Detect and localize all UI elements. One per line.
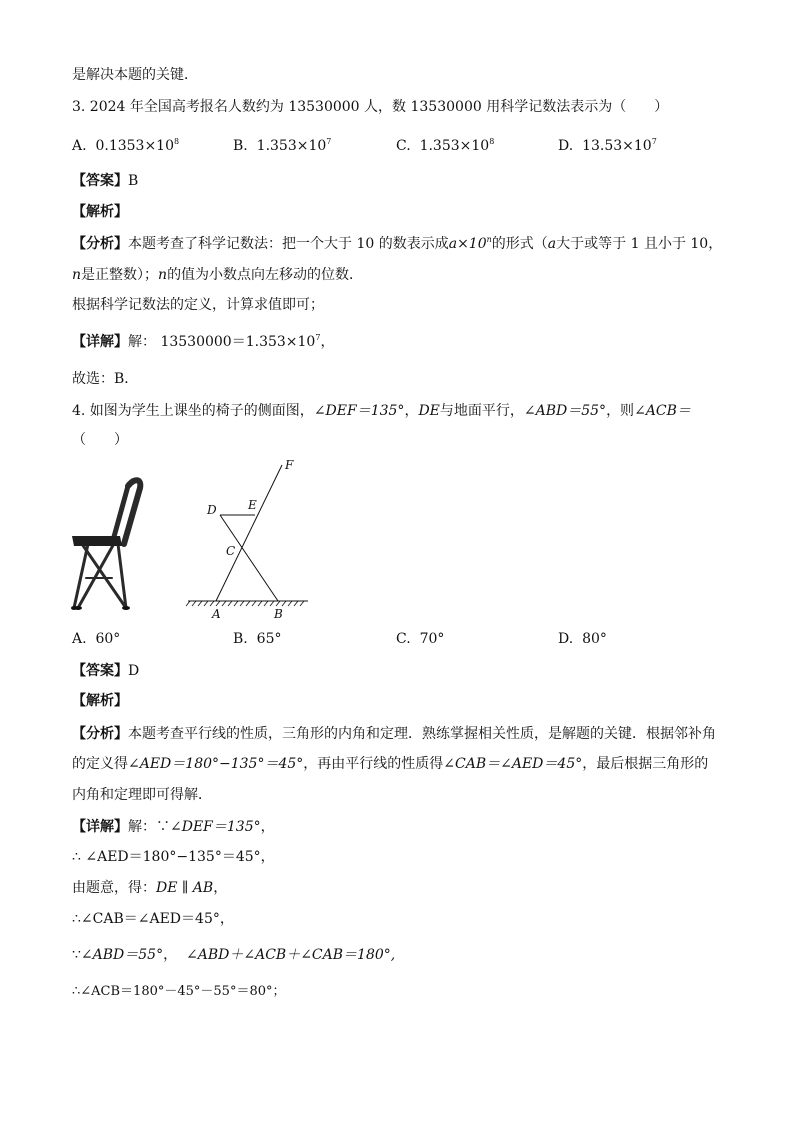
- q4-answer: 【答案】D: [72, 663, 140, 679]
- q2-tail-text: 是解决本题的关键．: [72, 67, 198, 83]
- q4-detail-5: ∵∠ABD＝55°， ∠ABD＋∠ACB＋∠CAB＝180°,: [72, 947, 396, 963]
- q3-fenxi-line-1: 【分析】本题考查了科学记数法：把一个大于 10 的数表示成$a\times 10^n$的形式（a大于或等于 1 且小于 10，: [72, 235, 723, 252]
- q3-stem: 3. 2024 年全国高考报名人数约为 13530000 人，数 13530000 用科学记数法表示为（ ）: [72, 99, 669, 115]
- label-b: B: [274, 607, 283, 621]
- q4-option-d: D. 80°: [558, 631, 607, 647]
- geometry-figure: [184, 456, 314, 624]
- chair-image: [68, 474, 150, 614]
- label-a: A: [212, 607, 221, 621]
- label-e: E: [248, 498, 257, 512]
- q4-fenxi-line-3: 内角和定理即可得解．: [72, 787, 212, 803]
- label-d: D: [207, 503, 217, 517]
- q4-detail-2: ∴ ∠AED＝180°−135°＝45°，: [72, 849, 275, 865]
- q4-stem-line-1: 4. 如图为学生上课坐的椅子的侧面图，∠DEF＝135°，DE与地面平行，∠ABD＝55°，则∠ACB＝: [72, 403, 691, 419]
- q3-detail: 【详解】解： $13530000=1.353\times 10^7$，: [72, 333, 335, 350]
- q4-option-a: A. 60°: [72, 631, 121, 647]
- q3-fenxi-line-2: n是正整数）；n的值为小数点向左移动的位数．: [72, 267, 364, 283]
- q3-answer: 【答案】B: [72, 173, 139, 189]
- q3-choose: 故选：B．: [72, 371, 139, 387]
- q4-detail-6: ∴∠ACB＝180°－45°－55°＝80°；: [72, 984, 286, 999]
- q4-detail-4: ∴∠CAB＝∠AED＝45°，: [72, 911, 234, 927]
- q4-detail-1: 【详解】解：∵∠DEF＝135°，: [72, 819, 275, 835]
- q4-option-b: B. 65°: [233, 631, 282, 647]
- q4-fenxi-line-2: 的定义得∠AED＝180°−135°＝45°，再由平行线的性质得∠CAB＝∠AED＝45°，最后根据三角形的: [72, 756, 709, 772]
- q4-detail-3: 由题意，得：DE ∥ AB，: [72, 880, 228, 896]
- q3-option-d: D. $13.53\times 10^7$: [558, 137, 657, 154]
- q3-option-c: C. $1.353\times 10^8$: [396, 137, 495, 154]
- q4-analysis-heading: 【解析】: [72, 693, 128, 709]
- q4-fenxi-line-1: 【分析】本题考查平行线的性质，三角形的内角和定理．熟练掌握相关性质，是解题的关键．根据邻补角: [72, 726, 716, 742]
- q4-stem-line-2: （ ）: [72, 432, 128, 448]
- label-c: C: [226, 544, 236, 558]
- q3-fenxi-line-3: 根据科学记数法的定义，计算求值即可；: [72, 297, 324, 313]
- q3-option-b: B. $1.353\times 10^7$: [233, 137, 332, 154]
- q4-option-c: C. 70°: [396, 631, 445, 647]
- q3-option-a: A. $0.1353\times 10^8$: [72, 137, 180, 154]
- q3-analysis-heading: 【解析】: [72, 204, 128, 220]
- label-f: F: [285, 458, 294, 472]
